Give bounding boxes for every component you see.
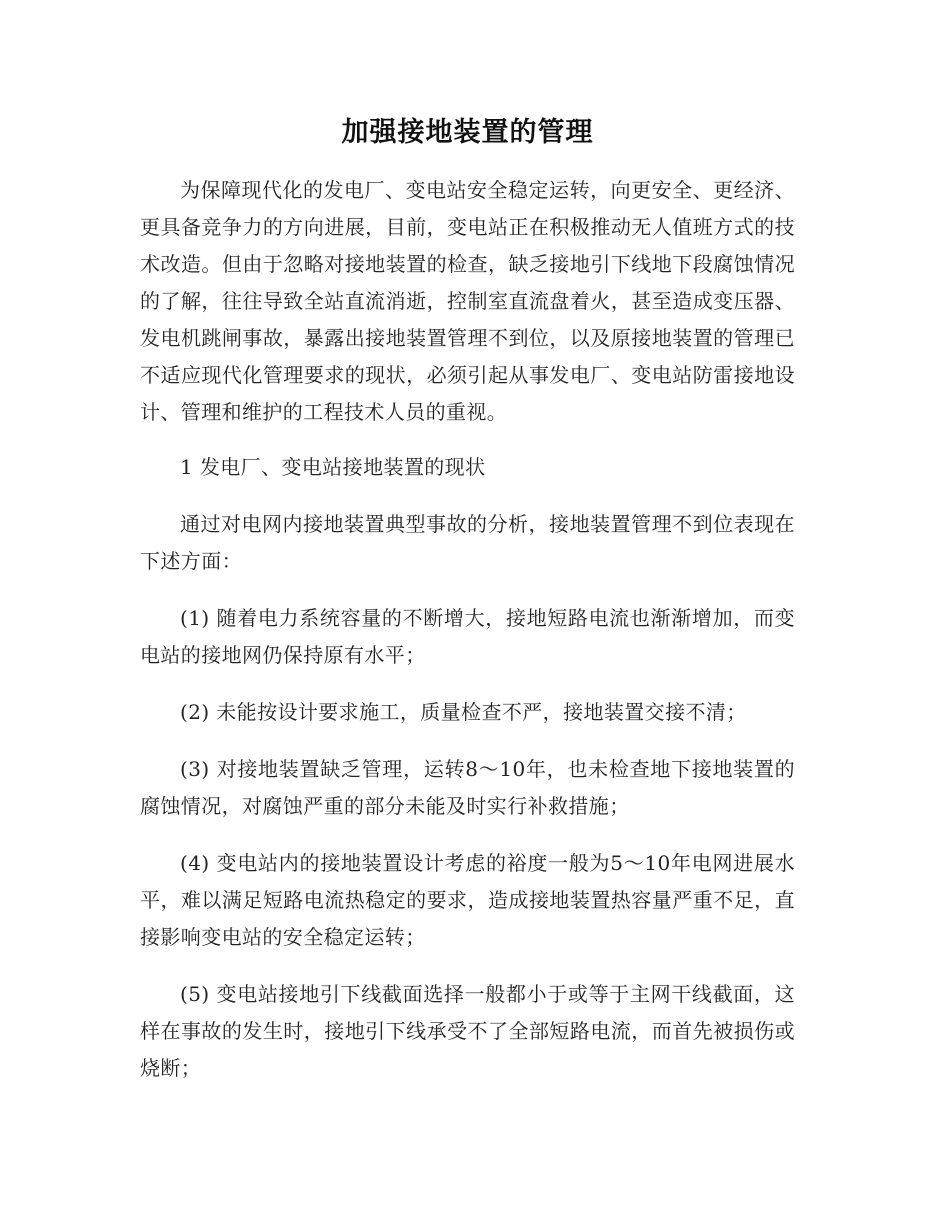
section-heading: 1 发电厂、变电站接地装置的现状 (180, 455, 486, 479)
intro-paragraph: 为保障现代化的发电厂、变电站安全稳定运转，向更安全、更经济、更具备竞争力的方向进展，目前，变电站正在积极推动无人值班方式的技术改造。但由于忽略对接地装置的检查，缺乏接地引下线地下段腐蚀情况的了解，往往导致全站直流消逝，控制室直流盘着火，甚至造成变压器、发电机跳闸事故，暴露出接地装置管理不到位，以及原接地装置的管理已不适应现代化管理要求的现状，必须引起从事发电厂、变电站防雷接地设计、管理和维护的工程技术人员的重视。 (140, 178, 795, 424)
section-intro-paragraph: 通过对电网内接地装置典型事故的分析，接地装置管理不到位表现在下述方面： (140, 512, 795, 573)
list-item-1: (1) 随着电力系统容量的不断增大，接地短路电流也渐渐增加，而变电站的接地网仍保持原有水平； (140, 606, 795, 667)
list-item-2: (2) 未能按设计要求施工，质量检查不严，接地装置交接不清； (180, 700, 747, 724)
list-item-4: (4) 变电站内的接地装置设计考虑的裕度一般为5～10年电网进展水平，难以满足短路电流热稳定的要求，造成接地装置热容量严重不足，直接影响变电站的安全稳定运转； (140, 851, 795, 949)
document-body (140, 112, 795, 1107)
document-title: 加强接地装置的管理 (341, 117, 594, 148)
list-item-3: (3) 对接地装置缺乏管理，运转8～10年，也未检查地下接地装置的腐蚀情况，对腐蚀严重的部分未能及时实行补救措施； (140, 757, 795, 818)
list-item-5: (5) 变电站接地引下线截面选择一般都小于或等于主网干线截面，这样在事故的发生时，接地引下线承受不了全部短路电流，而首先被损伤或烧断； (140, 982, 795, 1080)
